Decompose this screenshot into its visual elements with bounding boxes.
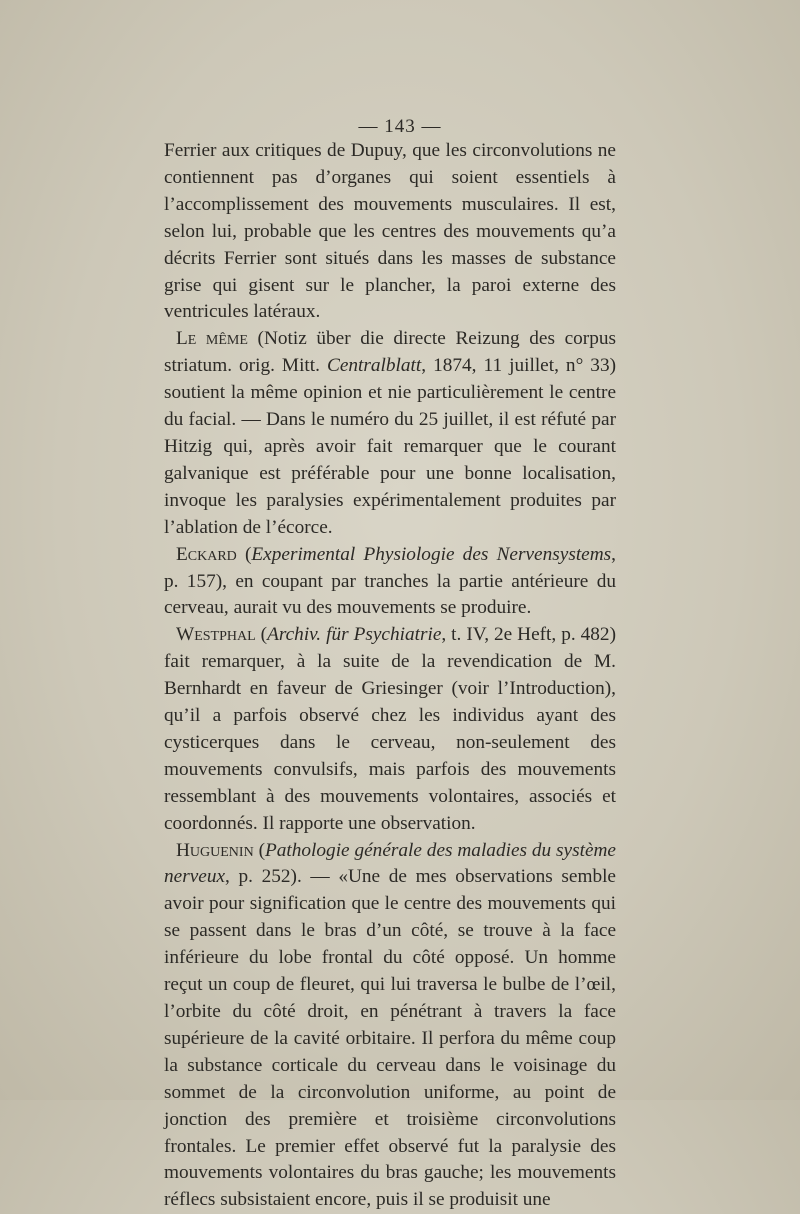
paragraph-text: (Notiz über die directe Reizung des corpus striatum. orig. Mitt.	[164, 328, 616, 377]
author-name: Huguenin	[176, 839, 254, 861]
author-name: Westphal	[176, 624, 256, 646]
paragraph-text: , p. 252). — «Une de mes observations semble avoir pour signification que le centre des mouvements qui se passent dans le bras d’un côté, se trouve à la face inférieure du lobe frontal du côté opposé. Un homme reçut un coup de fleuret, qui lui traversa le bulbe de l’œil, l’orbite du côté droit, en pénétrant à travers la face supérieure de la cavité orbitaire. Il perfora du même coup la substance corticale du cerveau dans le voisinage du sommet de la circonvolution uniforme, au point de jonction des première et troisième circonvolutions frontales. Le premier effet observé fut la paralysie des mouvements volontaires du bras gauche; les mouvements réflecs subsistaient encore, puis il se produisit une	[164, 866, 616, 1211]
author-name: Le même	[176, 328, 248, 350]
paragraph-4	[164, 622, 616, 837]
paragraph-text: (	[253, 839, 265, 861]
author-name: Eckard	[176, 543, 237, 565]
paragraph-1	[164, 138, 616, 326]
book-title: Experimental Physiologie des Nervensystems	[251, 543, 612, 565]
paragraph-text: , 1874, 11 juillet, n° 33) soutient la même opinion et nie particulièrement le centre du facial. — Dans le numéro du 25 juillet, il est réfuté par Hitzig qui, après avoir fait remarquer que le courant galvanique est préférable pour une bonne localisation, invoque les paralysies expérimentalement produites par l’ablation de l’écorce.	[164, 355, 617, 538]
paragraph-3	[164, 542, 616, 623]
paragraph-text: (	[255, 624, 268, 646]
paragraph-text: , p. 157), en coupant par tranches la partie antérieure du cerveau, aurait vu des mouvements se produire.	[164, 543, 616, 619]
paragraph-text: Ferrier aux critiques de Dupuy, que les circonvolutions ne contiennent pas d’organes qui soient essentiels à l’accomplissement des mouvements musculaires. Il est, selon lui, probable que les centres des mouvements qu’a décrits Ferrier sont situés dans les masses de substance grise qui gisent sur le plancher, la paroi externe des ventricules latéraux.	[164, 140, 616, 323]
journal-title: Archiv. für Psychiatrie	[267, 624, 442, 646]
book-title: Pathologie générale des maladies du système nerveux	[164, 839, 616, 888]
page-number: — 143 —	[358, 116, 442, 137]
paragraph-5	[164, 838, 616, 1214]
paragraph-text: , t. IV, 2e Heft, p. 482) fait remarquer, à la suite de la revendication de M. Bernhardt en faveur de Griesinger (voir l’Introduction), qu’il a parfois observé chez les individus ayant des cysticerques dans le cerveau, non-seulement des mouvements convulsifs, mais parfois des mouvements ressemblant à des mouvements volontaires, associés et coordonnés. Il rapporte une observation.	[164, 624, 616, 834]
body-text	[164, 138, 616, 1214]
journal-title: Centralblatt	[327, 355, 422, 377]
paragraph-text: (	[236, 543, 252, 565]
paragraph-2	[164, 326, 616, 541]
